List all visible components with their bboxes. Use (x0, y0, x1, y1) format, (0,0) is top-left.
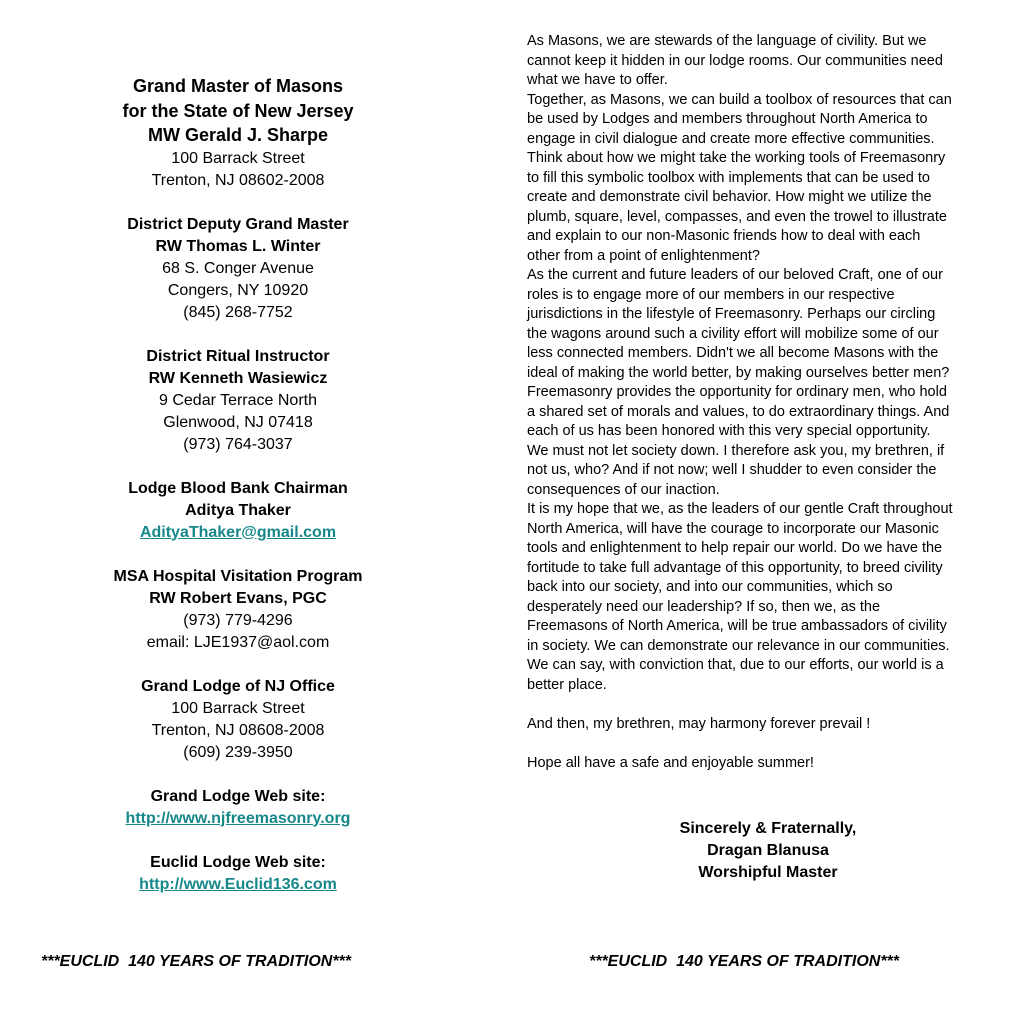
msa-block (40, 566, 436, 654)
grand-master-name: MW Gerald J. Sharpe (147, 125, 329, 145)
grand-lodge-website-title: Grand Lodge Web site: (150, 787, 326, 805)
ritual-instructor-title: District Ritual Instructor (146, 347, 330, 365)
letter-paragraph-4: It is my hope that we, as the leaders of our gentle Craft throughout North America, will have the courage to incorporate our Masonic tools and enlightenment to help repair our world. Do we have the fortitude to take full advantage of this opportunity, to breed civility back into our society, and into our communities, which so desperately need our leadership? If so, then we, as the Freemasons of North America, will be true ambassadors of civility in society. We can demonstrate our relevance in our communities. We can say, with conviction that, due to our efforts, our world is a better place. (527, 501, 953, 693)
grand-lodge-website-link[interactable]: http://www.njfreemasonry.org (125, 809, 351, 827)
blood-bank-block (40, 478, 436, 544)
msa-email: email: LJE1937@aol.com (146, 633, 330, 651)
ddgm-address-street: 68 S. Conger Avenue (162, 259, 314, 277)
signature-closing: Sincerely & Fraternally, (679, 820, 857, 837)
blood-bank-title: Lodge Blood Bank Chairman (128, 479, 348, 497)
grand-lodge-website-block (40, 786, 436, 830)
msa-title: MSA Hospital Visitation Program (113, 567, 363, 585)
ddgm-title: District Deputy Grand Master (127, 215, 349, 233)
ddgm-name: RW Thomas L. Winter (155, 237, 321, 255)
euclid-website-block (40, 852, 436, 896)
ddgm-block (40, 214, 436, 324)
signature-name: Dragan Blanusa (707, 842, 829, 859)
grand-master-title: Grand Master of Masons (132, 76, 344, 96)
letter-column (527, 32, 1013, 773)
grand-lodge-office-block (40, 676, 436, 764)
ritual-instructor-phone: (973) 764-3037 (183, 435, 293, 453)
letter-paragraph-3: As the current and future leaders of our beloved Craft, one of our roles is to engage more of our members in our respective jurisdictions in the lifestyle of Freemasonry. Perhaps our circling the wagons around such a civility effort will mobilize some of our less connected members. Didn't we all become Masons with the ideal of making the world better, by making ourselves better men? Freemasonry provides the opportunity for ordinary men, who hold a shared set of morals and values, to do extraordinary things. And each of us has been honored with this very special opportunity. We must not let society down. I therefore ask you, my brethren, if not us, who? And if not now; well I shudder to even consider the consequences of our inaction. (527, 267, 950, 498)
ddgm-address-city: Congers, NY 10920 (167, 281, 309, 299)
letter-paragraph-6: Hope all have a safe and enjoyable summer! (527, 754, 814, 771)
office-title: Grand Lodge of NJ Office (141, 677, 335, 695)
grand-master-subtitle: for the State of New Jersey (122, 100, 354, 121)
office-address-city: Trenton, NJ 08608-2008 (151, 721, 325, 739)
blood-bank-email-link[interactable]: AdityaThaker@gmail.com (139, 523, 337, 541)
letter-paragraph-1: As Masons, we are stewards of the language of civility. But we cannot keep it hidden in our lodge rooms. Our communities need what we have to offer. (527, 33, 943, 88)
msa-name: RW Robert Evans, PGC (149, 589, 327, 607)
grand-master-address-street: 100 Barrack Street (171, 149, 305, 167)
footer-tagline-right: ***EUCLID 140 YEARS OF TRADITION*** (589, 953, 899, 970)
blood-bank-name: Aditya Thaker (185, 501, 291, 519)
ddgm-phone: (845) 268-7752 (183, 303, 293, 321)
footer-tagline-left: ***EUCLID 140 YEARS OF TRADITION*** (41, 953, 351, 970)
msa-phone: (973) 779-4296 (183, 611, 293, 629)
ritual-instructor-name: RW Kenneth Wasiewicz (148, 369, 328, 387)
letter-paragraph-2: Together, as Masons, we can build a toolbox of resources that can be used by Lodges and members throughout North America to engage in civil dialogue and create more effective communities. Think about how we might take the working tools of Freemasonry to fill this symbolic toolbox with implements that can be used to create and demonstrate civil behavior. How might we utilize the plumb, square, level, compasses, and even the trowel to illustrate and explain to our non-Masonic friends how to deal with each other from a point of enlightenment? (527, 91, 952, 264)
office-phone: (609) 239-3950 (183, 743, 293, 761)
euclid-website-title: Euclid Lodge Web site: (150, 853, 326, 871)
euclid-website-link[interactable]: http://www.Euclid136.com (139, 875, 337, 893)
ritual-instructor-address-city: Glenwood, NJ 07418 (163, 413, 313, 431)
signature-title: Worshipful Master (698, 864, 838, 881)
signature-block (560, 818, 976, 884)
letter-paragraph-5: And then, my brethren, may harmony forever prevail ! (527, 715, 871, 732)
grand-master-address-city: Trenton, NJ 08602-2008 (151, 171, 325, 189)
ritual-instructor-block (40, 346, 436, 456)
office-address-street: 100 Barrack Street (171, 699, 305, 717)
ritual-instructor-address-street: 9 Cedar Terrace North (159, 391, 317, 409)
directory-column (40, 74, 436, 918)
grand-master-block (40, 74, 436, 192)
